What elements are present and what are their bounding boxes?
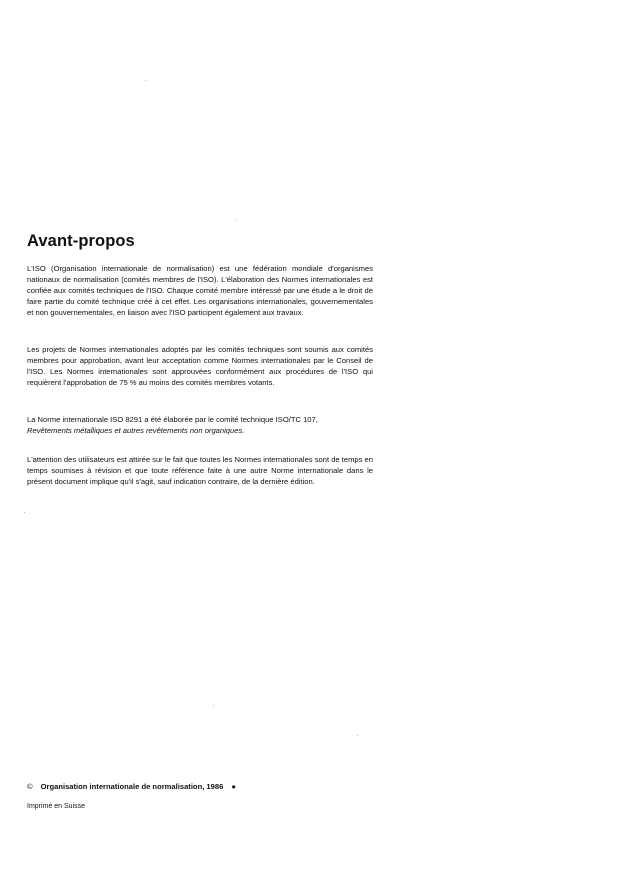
paragraph-approval: Les projets de Normes internationales adoptés par les comités techniques sont soumis aux comités membres pour approbation, avant leur acceptation comme Normes internationales par le Conseil de l'ISO. Les Normes internationales sont approuvées conformément aux procédures de l'ISO qui requièrent l'approbation de 75 % au moins des comités membres votants. xyxy=(27,345,373,387)
scan-speck xyxy=(213,705,214,706)
paragraph-revision-notice: L'attention des utilisateurs est attirée sur le fait que toutes les Normes internationales sont de temps en temps soumises à révision et que toute référence faite à une autre Norme internationale dans le présent document implique qu'il s'agit, sauf indication contraire, de la dernière édition. xyxy=(27,455,373,486)
printed-in: Imprimé en Suisse xyxy=(27,803,85,810)
scan-speck xyxy=(357,735,358,736)
copyright-line xyxy=(27,782,236,791)
paragraph-iso-intro: L'ISO (Organisation internationale de normalisation) est une fédération mondiale d'organismes nationaux de normalisation (comités membres de l'ISO). L'élaboration des Normes internationales est confiée aux comités techniques de l'ISO. Chaque comité membre intéressé par une étude a le droit de faire partie du comité technique créé à cet effet. Les organisations internationales, gouvernementales et non gouvernementales, en liaison avec l'ISO participent également aux travaux. xyxy=(27,264,373,317)
bullet-icon: ● xyxy=(231,782,236,791)
scan-speck xyxy=(145,80,146,81)
scan-speck xyxy=(236,220,237,221)
scan-speck xyxy=(24,512,25,513)
copyright-icon: © xyxy=(27,782,33,791)
copyright-text: Organisation internationale de normalisation, 1986 xyxy=(40,782,224,791)
paragraph-committee xyxy=(27,415,373,437)
committee-statement: La Norme internationale ISO 8291 a été élaborée par le comité technique ISO/TC 107, xyxy=(27,415,318,424)
committee-title: Revêtements métalliques et autres revêtements non organiques. xyxy=(27,425,245,435)
page-title: Avant-propos xyxy=(27,232,135,250)
